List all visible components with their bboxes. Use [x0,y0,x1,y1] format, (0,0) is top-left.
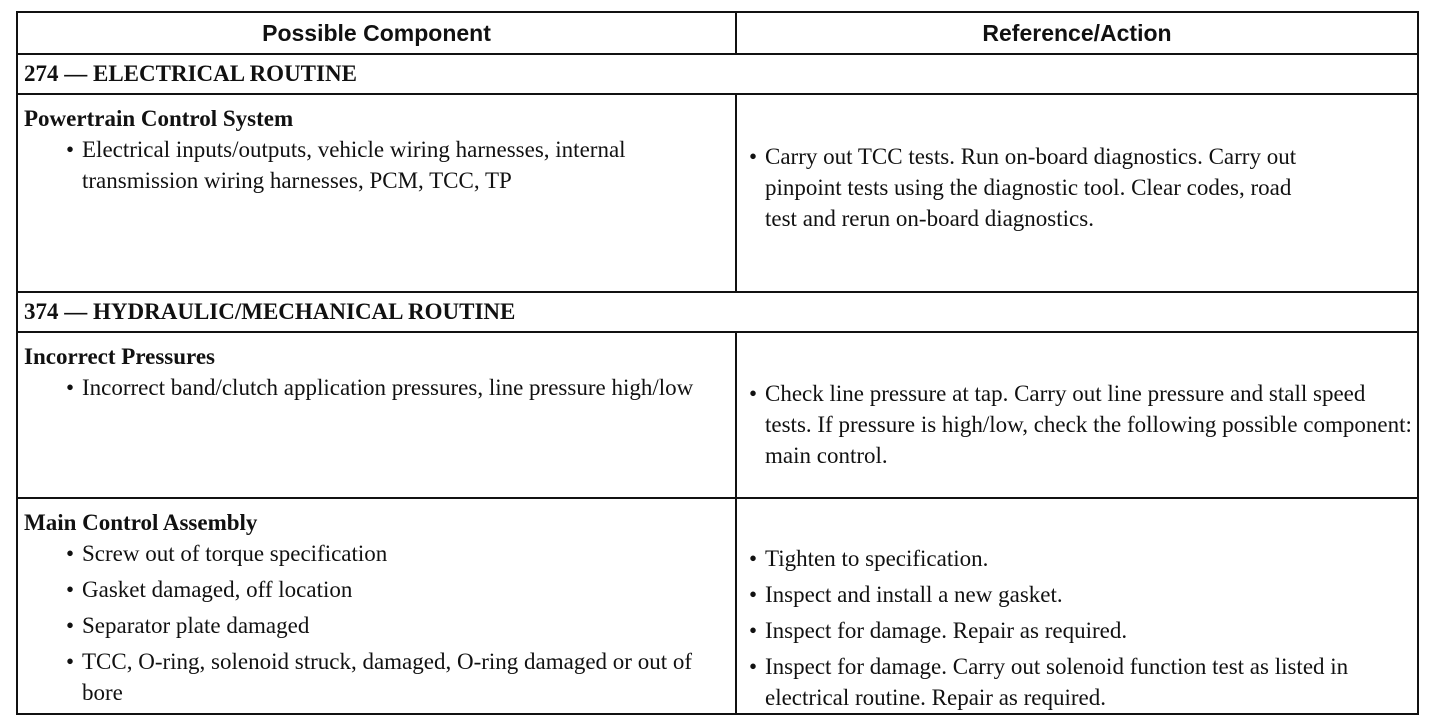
list-item: • Inspect for damage. Carry out solenoid function test as listed in electrical routine. Repair as required. [737,651,1417,713]
column-header-reference-action: Reference/Action [736,12,1418,54]
component-list [18,134,735,196]
component-list [18,538,735,708]
table-row [17,332,1418,498]
action-list [737,378,1417,471]
component-cell [17,498,736,714]
list-item: • Screw out of torque specification [18,538,735,569]
component-title: Incorrect Pressures [24,344,215,369]
component-title: Main Control Assembly [24,510,258,535]
list-item: • Incorrect band/clutch application pressures, line pressure high/low [18,372,735,403]
diagnostic-table [16,11,1419,715]
section-title: 374 — HYDRAULIC/MECHANICAL ROUTINE [17,292,1418,332]
list-item: • Gasket damaged, off location [18,574,735,605]
component-cell [17,94,736,292]
list-item: • Check line pressure at tap. Carry out line pressure and stall speed tests. If pressure is high/low, check the following possible component: main control. [737,378,1417,471]
action-list [737,543,1417,713]
diagnostic-table-sheet [16,11,1417,715]
component-title: Powertrain Control System [24,106,294,131]
table-header-row [17,12,1418,54]
list-item: • Electrical inputs/outputs, vehicle wiring harnesses, internal transmission wiring harnesses, PCM, TCC, TP [18,134,735,196]
component-cell [17,332,736,498]
list-item: • Separator plate damaged [18,610,735,641]
section-title: 274 — ELECTRICAL ROUTINE [17,54,1418,94]
section-row-electrical [17,54,1418,94]
table-row [17,498,1418,714]
list-item: • TCC, O-ring, solenoid struck, damaged, O-ring damaged or out of bore [18,646,735,708]
column-header-possible-component: Possible Component [17,12,736,54]
component-list [18,372,735,403]
list-item: • Tighten to specification. [737,543,1417,574]
table-row [17,94,1418,292]
action-cell [736,94,1418,292]
action-cell [736,332,1418,498]
action-cell [736,498,1418,714]
list-item: • Carry out TCC tests. Run on-board diagnostics. Carry out pinpoint tests using the diagnostic tool. Clear codes, road test and rerun on-board diagnostics. [737,141,1417,234]
list-item: • Inspect and install a new gasket. [737,579,1417,610]
section-row-hydraulic [17,292,1418,332]
list-item: • Inspect for damage. Repair as required. [737,615,1417,646]
action-list [737,141,1417,234]
